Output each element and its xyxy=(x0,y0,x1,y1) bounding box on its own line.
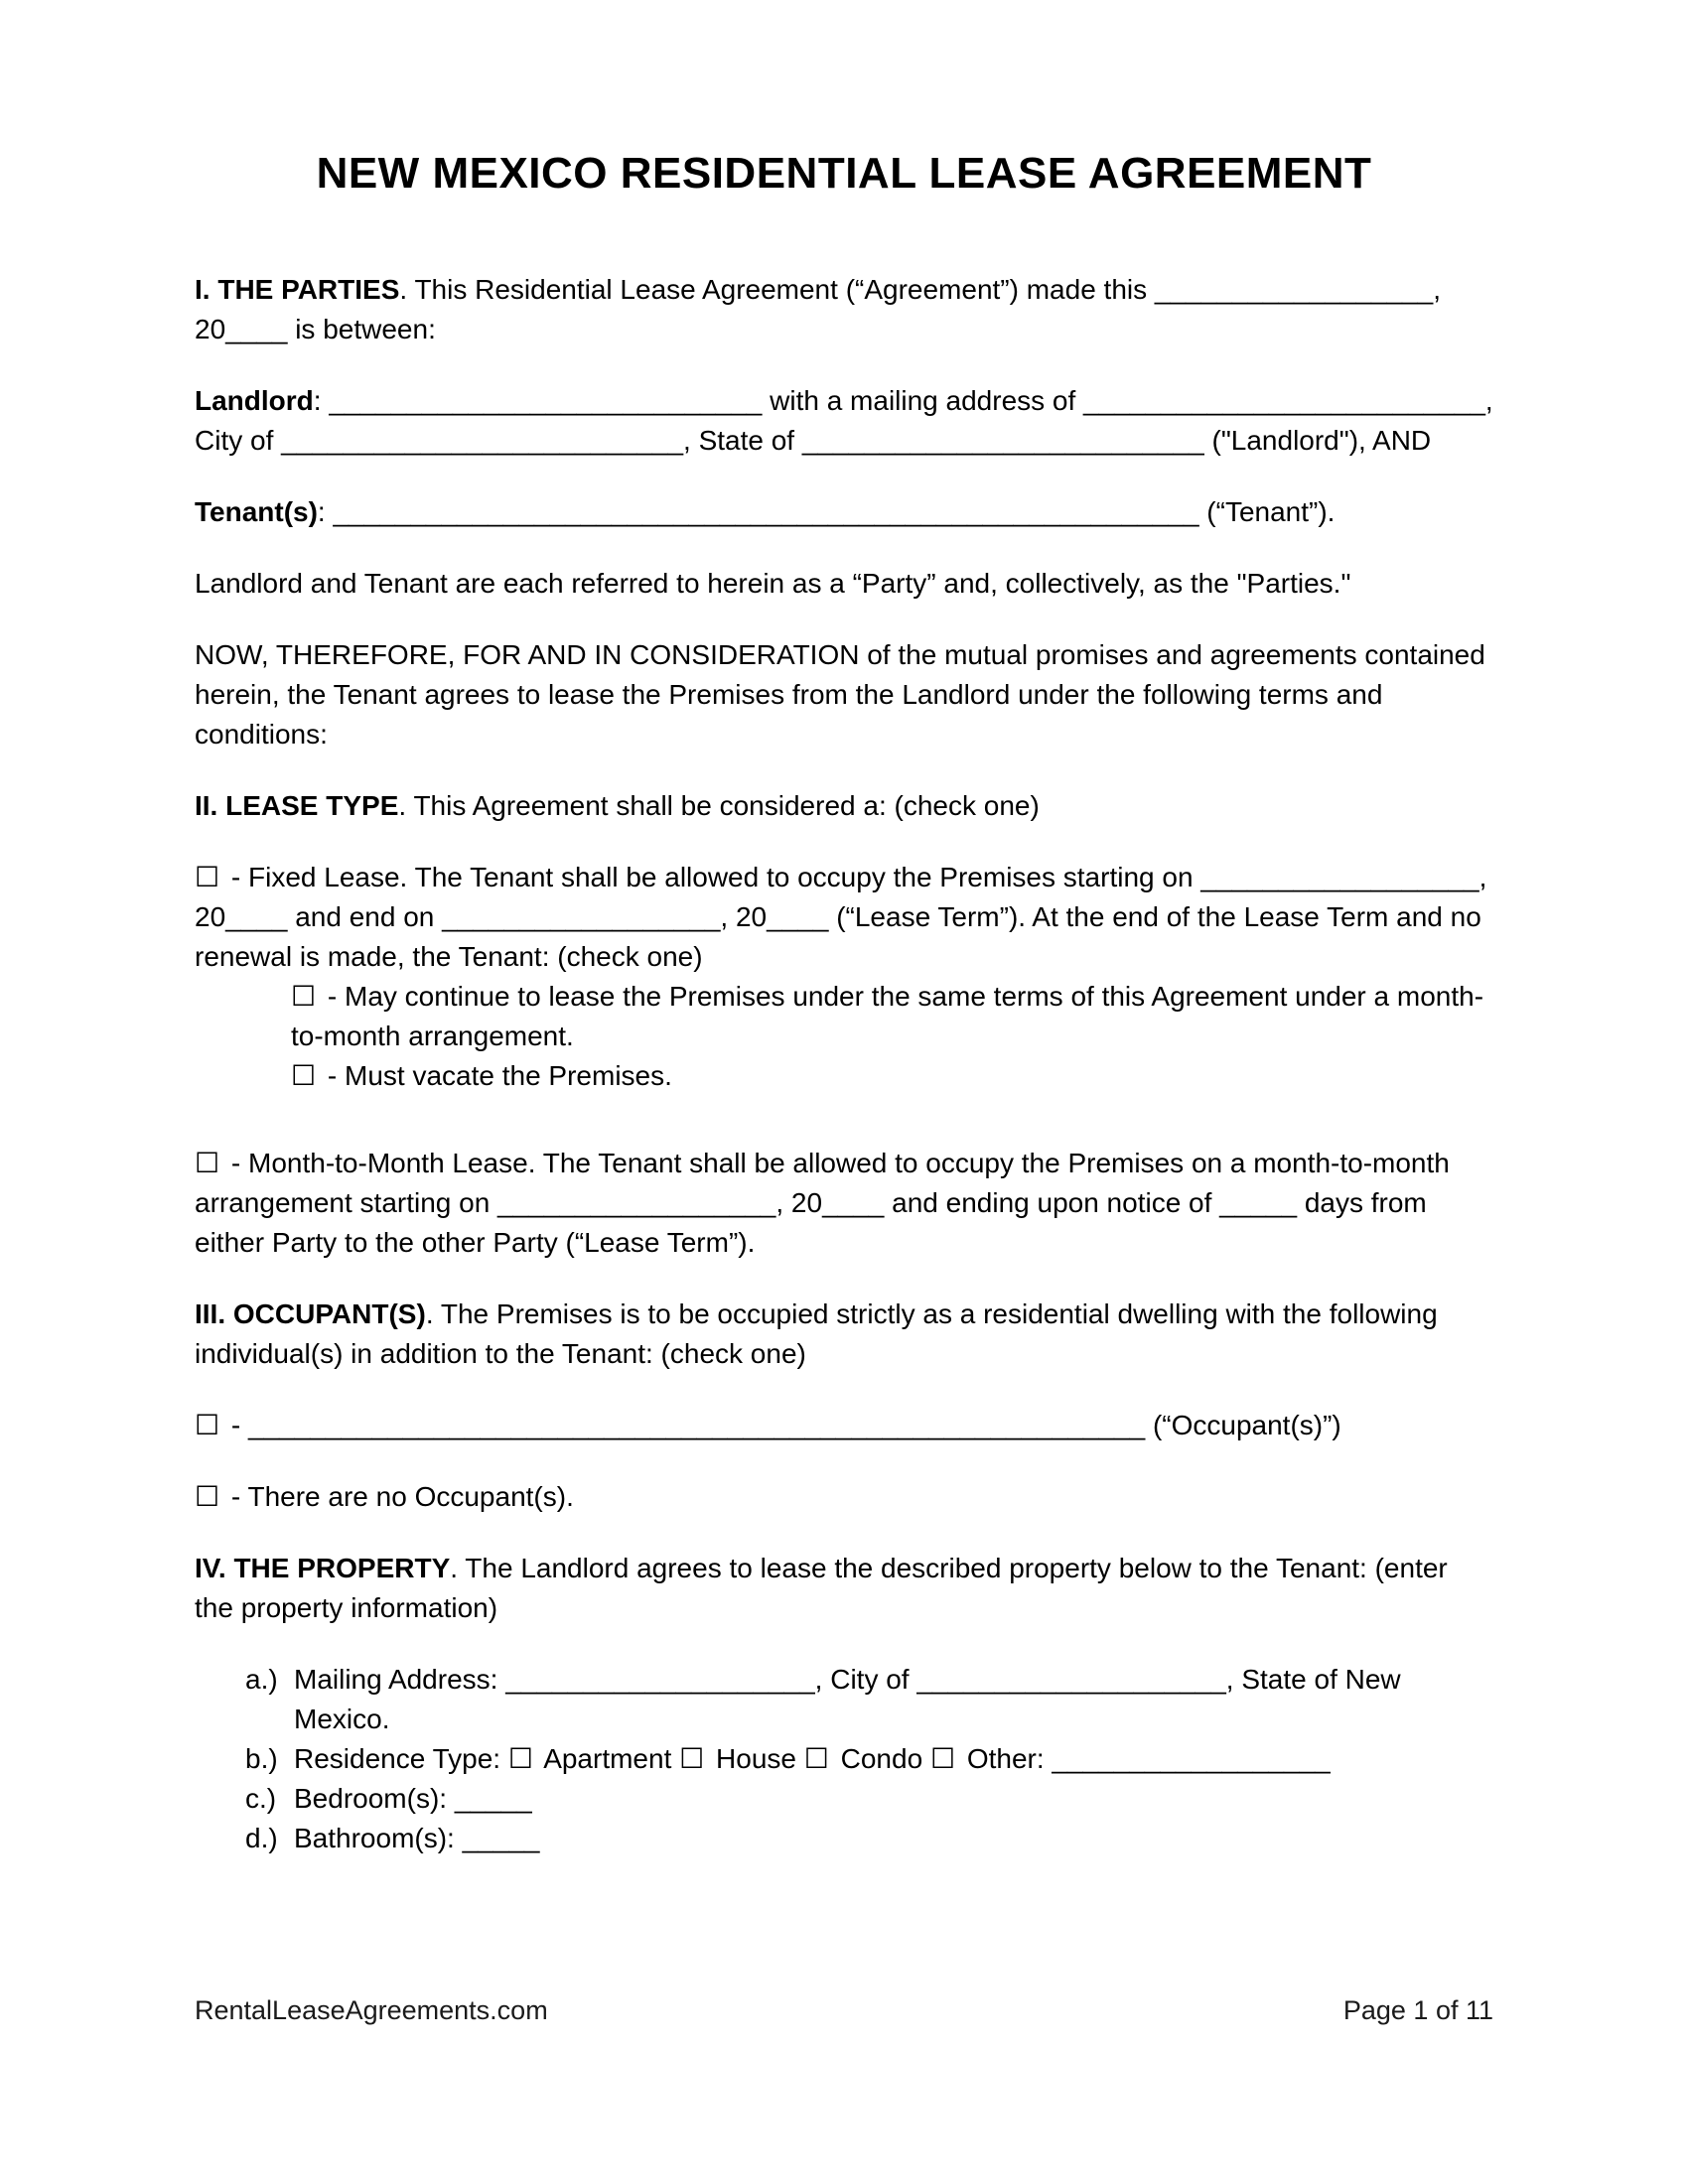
occupants-none-option xyxy=(195,1477,1493,1517)
list-marker-a: a.) xyxy=(245,1664,278,1695)
residence-type-label: Residence Type: xyxy=(294,1743,501,1774)
fixed-lease-vacate-text: - Must vacate the Premises. xyxy=(327,1060,672,1091)
section-parties xyxy=(195,270,1493,349)
month-to-month-text: - Month-to-Month Lease. The Tenant shall be allowed to occupy the Premises on a month-to-month arrangement starting on __________________, 20____ and ending upon notice of _____ days from either Party to the other Party (“Lease Term”). xyxy=(195,1148,1450,1258)
occupants-none-text: - There are no Occupant(s). xyxy=(230,1481,574,1512)
property-info-list xyxy=(195,1660,1493,1858)
document-title: NEW MEXICO RESIDENTIAL LEASE AGREEMENT xyxy=(316,149,1372,198)
consideration-paragraph: NOW, THEREFORE, FOR AND IN CONSIDERATION of the mutual promises and agreements contained herein, the Tenant agrees to lease the Premises from the Landlord under the following terms and conditions: xyxy=(195,639,1485,750)
fixed-lease-option xyxy=(195,858,1493,977)
section-parties-body: . This Residential Lease Agreement (“Agreement”) made this __________________, 20____ is between: xyxy=(195,274,1441,344)
landlord-clause xyxy=(195,381,1493,461)
fixed-lease-continue-text: - May continue to lease the Premises under the same terms of this Agreement under a month-to-month arrangement. xyxy=(291,981,1484,1051)
fixed-lease-suboptions xyxy=(291,977,1493,1096)
property-item-bedrooms xyxy=(245,1779,1493,1819)
residence-option-apartment xyxy=(508,1743,672,1774)
occupants-named-option xyxy=(195,1406,1493,1445)
section-property-body: . The Landlord agrees to lease the described property below to the Tenant: (enter the property information) xyxy=(195,1553,1448,1623)
occupants-named-blank: - __________________________________________________________ (“Occupant(s)”) xyxy=(230,1410,1341,1440)
checkbox-icon: ☐ xyxy=(507,1742,533,1775)
fixed-lease-text: - Fixed Lease. The Tenant shall be allowed to occupy the Premises starting on __________________, 20____ and end on __________________, 20____ (“Lease Term”). At the end of the Lease Term and no renewal is made, the Tenant: (check one) xyxy=(195,862,1487,972)
property-item-bathrooms xyxy=(245,1819,1493,1858)
tenant-clause xyxy=(195,492,1493,532)
checkbox-icon: ☐ xyxy=(291,1059,317,1092)
section-occupants xyxy=(195,1295,1493,1374)
section-parties-heading: I. THE PARTIES xyxy=(195,274,400,305)
tenant-blanks: : ________________________________________________________ (“Tenant”). xyxy=(317,496,1336,527)
checkbox-icon: ☐ xyxy=(195,1480,220,1513)
party-definition-paragraph: Landlord and Tenant are each referred to herein as a “Party” and, collectively, as the "Parties." xyxy=(195,568,1351,599)
month-to-month-option xyxy=(195,1144,1493,1263)
section-lease-type-heading: II. LEASE TYPE xyxy=(195,790,399,821)
checkbox-icon: ☐ xyxy=(679,1742,705,1775)
list-marker-d: d.) xyxy=(245,1823,278,1853)
list-marker-c: c.) xyxy=(245,1783,277,1814)
landlord-label: Landlord xyxy=(195,385,314,416)
checkbox-icon: ☐ xyxy=(803,1742,829,1775)
fixed-lease-vacate-option xyxy=(291,1056,1493,1096)
checkbox-icon: ☐ xyxy=(195,1409,220,1441)
checkbox-icon: ☐ xyxy=(929,1742,956,1775)
bedrooms-line: Bedroom(s): _____ xyxy=(294,1783,532,1814)
checkbox-icon: ☐ xyxy=(195,1147,220,1179)
footer-site-name: RentalLeaseAgreements.com xyxy=(195,1995,548,2025)
landlord-blanks: : ____________________________ with a mailing address of __________________________, City of __________________________, State of __________________________ ("Landlord"), AND xyxy=(195,385,1493,456)
mailing-address-line: Mailing Address: ____________________, City of ____________________, State of New Mexico. xyxy=(294,1664,1401,1734)
property-item-mailing-address xyxy=(245,1660,1493,1739)
checkbox-icon: ☐ xyxy=(195,861,220,893)
residence-option-condo-label: Condo xyxy=(840,1743,923,1774)
residence-option-condo xyxy=(804,1743,922,1774)
property-item-residence-type xyxy=(245,1739,1493,1779)
section-property xyxy=(195,1549,1493,1628)
section-lease-type xyxy=(195,786,1493,826)
residence-option-other-label: Other: __________________ xyxy=(966,1743,1331,1774)
residence-option-house-label: House xyxy=(716,1743,796,1774)
page-footer xyxy=(195,1993,1493,2027)
tenant-label: Tenant(s) xyxy=(195,496,318,527)
residence-option-house xyxy=(679,1743,796,1774)
residence-option-other xyxy=(930,1743,1331,1774)
fixed-lease-continue-option xyxy=(291,977,1493,1056)
section-occupants-body: . The Premises is to be occupied strictly as a residential dwelling with the following individual(s) in addition to the Tenant: (check one) xyxy=(195,1298,1438,1369)
list-marker-b: b.) xyxy=(245,1743,278,1774)
section-occupants-heading: III. OCCUPANT(S) xyxy=(195,1298,426,1329)
checkbox-icon: ☐ xyxy=(291,980,317,1013)
residence-type-line xyxy=(294,1739,1493,1779)
residence-option-apartment-label: Apartment xyxy=(543,1743,672,1774)
section-property-heading: IV. THE PROPERTY xyxy=(195,1553,451,1583)
section-lease-type-body: . This Agreement shall be considered a: (check one) xyxy=(398,790,1040,821)
bathrooms-line: Bathroom(s): _____ xyxy=(294,1823,540,1853)
footer-page-number: Page 1 of 11 xyxy=(1342,1995,1493,2025)
